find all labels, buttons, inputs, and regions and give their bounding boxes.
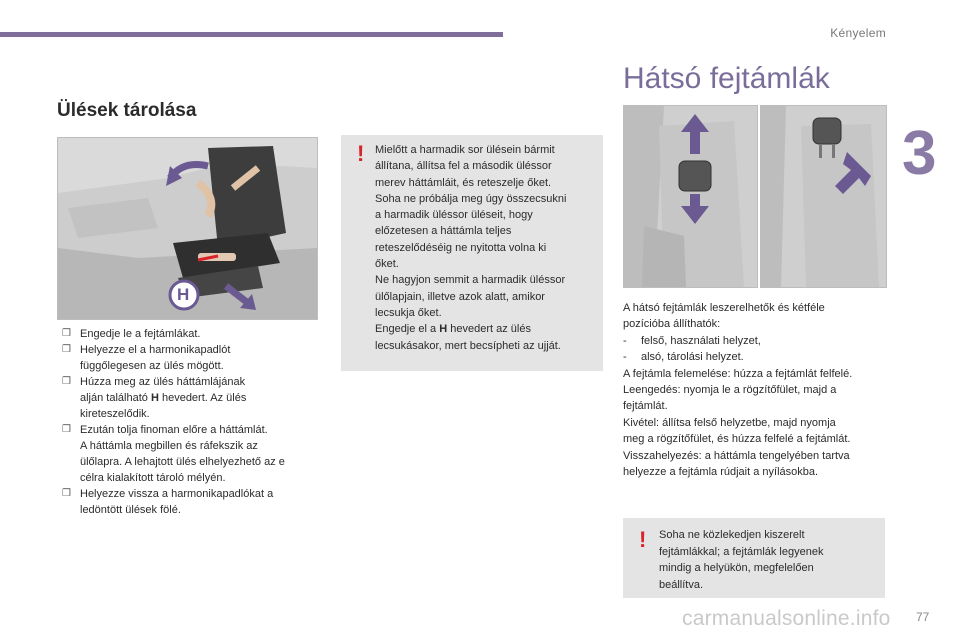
left-section-title: Ülések tárolása — [57, 100, 197, 121]
headrest-raise-lower-illustration — [623, 105, 758, 288]
warning-box-headrests — [623, 518, 885, 598]
warning-icon: ! — [639, 527, 647, 552]
warning-text: Soha ne közlekedjen kiszerelt fejtámlákkal; a fejtámlák legyenek mindig a helyükön, megfelelően beállítva. — [659, 529, 824, 591]
right-section-title: Hátsó fejtámlák — [623, 62, 830, 95]
top-accent-bar — [0, 32, 503, 37]
seat-folding-illustration — [57, 137, 318, 320]
headrest-remove-illustration — [760, 105, 887, 288]
list-item: - felső, használati helyzet, — [623, 334, 761, 347]
headrest-description: A hátsó fejtámlák leszerelhetők és kétféle pozícióba állíthatók: - felső, használati helyzet, - alsó, tárolási helyzet. A fejtámla felemelése: húzza a fejtámlát felfelé. Leengedés: nyomja le a rögzítőfület, majd a fejtámlát. Kivétel: állítsa felső helyzetbe, majd nyomja meg a rögzítőfület, és húzza felfelé a fejtámlát. Visszahelyezés: a háttámla tengelyében tartva helyezze a fejtámla rúdjait a nyílásokba. — [623, 300, 893, 480]
section-label: Kényelem — [830, 26, 886, 40]
warning-text: Mielőtt a harmadik sor ülésein bármit állítana, állítsa fel a második üléssor merev háttámláit, és reteszelje őket. Soha ne próbálja meg úgy összecsukni a harmadik üléssor üléseit, hogy előzetesen a háttámla teljes reteszelődéséig ne nyitotta volna ki őket. Ne hagyjon semmit a harmadik üléssor ülőlapjain, illetve azok alatt, amikor lecsukja őket. Engedje el a H hevedert az ülés lecsukásakor, mert becsípheti az ujját. — [375, 144, 567, 352]
h-strap-label: H — [177, 285, 190, 304]
warning-box-seats — [341, 135, 603, 371]
bullet-icon: ❒ — [62, 344, 71, 355]
folding-steps — [62, 326, 324, 518]
page-number: 77 — [916, 610, 930, 624]
watermark: carmanualsonline.info — [682, 607, 891, 630]
bullet-icon: ❒ — [62, 424, 71, 435]
list-item: ❒ Helyezze vissza a harmonikapadlókat a ledöntött ülések fölé. — [62, 488, 274, 516]
list-item: ❒ Engedje le a fejtámlákat. — [62, 328, 201, 340]
bullet-icon: ❒ — [62, 328, 71, 339]
list-item: ❒ Húzza meg az ülés háttámlájának alján található H hevedert. Az ülés kireteszelődik. — [62, 376, 247, 420]
bullet-icon: ❒ — [62, 488, 71, 499]
chapter-number: 3 — [902, 119, 937, 188]
list-item: ❒ Ezután tolja finoman előre a háttámlát. A háttámla megbillen és ráfekszik az ülőlapra. A lehajtott ülés elhelyezhető az e célra kialakított tároló mélyén. — [62, 424, 285, 484]
warning-icon: ! — [357, 141, 365, 166]
bullet-icon: ❒ — [62, 376, 71, 387]
list-item: - alsó, tárolási helyzet. — [623, 351, 744, 364]
list-item: ❒ Helyezze el a harmonikapadlót függőlegesen az ülés mögött. — [62, 344, 231, 372]
